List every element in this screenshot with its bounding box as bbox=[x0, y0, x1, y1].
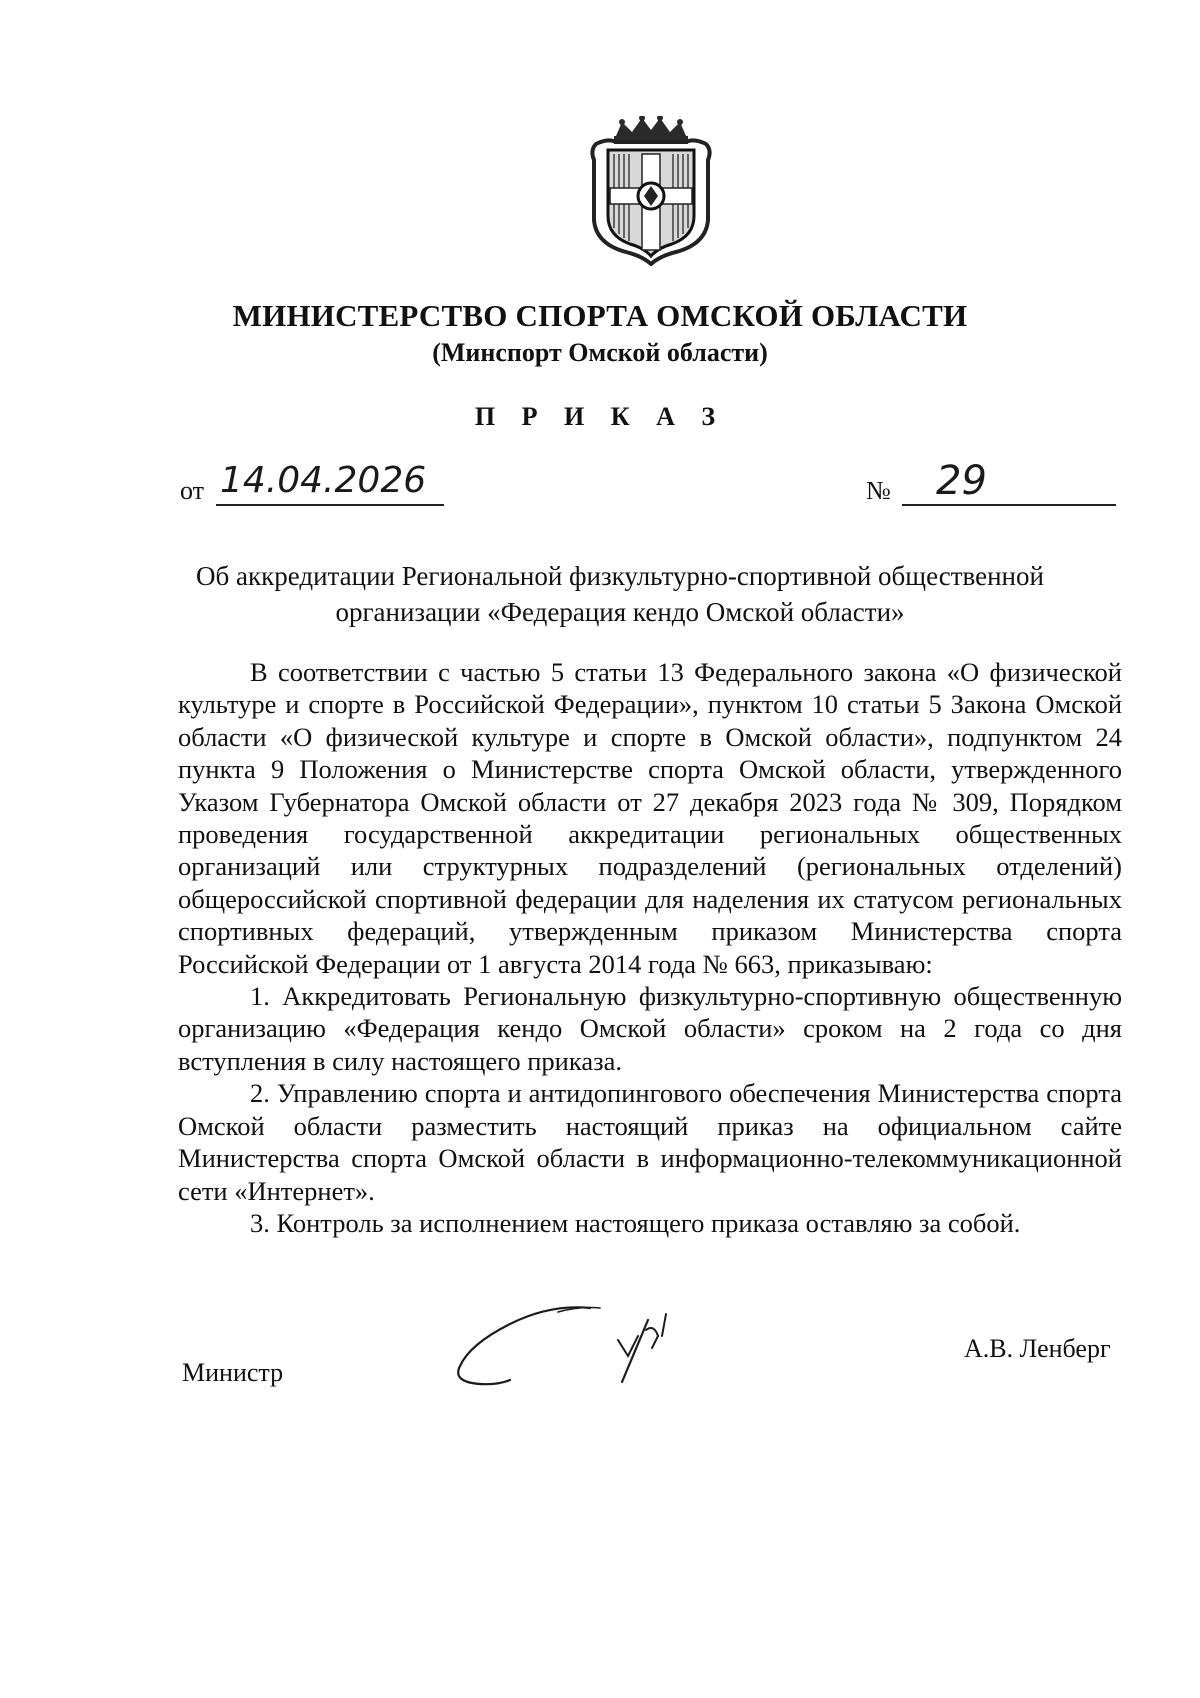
document-type: П Р И К А З bbox=[474, 402, 726, 431]
organization-title: МИНИСТЕРСТВО СПОРТА ОМСКОЙ ОБЛАСТИ bbox=[232, 298, 968, 333]
number-underline bbox=[902, 504, 1116, 506]
order-item-3: 3. Контроль за исполнением настоящего приказа оставляю за собой. bbox=[250, 1207, 1021, 1238]
date-underline bbox=[216, 504, 444, 506]
date-value: 14.04.2026 bbox=[220, 460, 427, 501]
signer-title: Министр bbox=[182, 1358, 284, 1387]
body-preamble: В соответствии с частью 5 статьи 13 Федерального закона «О физической культуре и спорте в Российской Федерации», пунктом 10 статьи 5 Закона Омской области «О физической культуре и спорте в Омской области», подпунктом 24 пункта 9 Положения о Министерстве спорта Омской области, утвержденного Указом Губернатора Омской области от 27 декабря 2023 года № 309, Порядком проведения государственной аккредитации региональных общественных организаций или структурных подразделений (региональных отделений) общероссийской спортивной федерации для наделения их статусом региональных спортивных федераций, утвержденным приказом Министерства спорта Российской Федерации от 1 августа 2014 года № 663, приказываю: bbox=[178, 657, 1122, 979]
signer-name: А.В. Ленберг bbox=[964, 1334, 1111, 1363]
document-body bbox=[178, 656, 1122, 1239]
number-value: 29 bbox=[936, 458, 987, 504]
order-item-2: 2. Управлению спорта и антидопингового обеспечения Министерства спорта Омской области разместить настоящий приказ на официальном сайте Министерства спорта Омской области в информационно-телекоммуникационной сети «Интернет». bbox=[178, 1078, 1122, 1206]
handwritten-signature-icon bbox=[440, 1296, 720, 1406]
organization-short-name: (Минспорт Омской области) bbox=[432, 338, 768, 367]
number-prefix: № bbox=[866, 476, 891, 505]
document-subject: Об аккредитации Региональной физкультурно-спортивной общественной организации «Федерация кендо Омской области» bbox=[196, 561, 1044, 627]
date-prefix: от bbox=[180, 476, 205, 505]
omsk-region-coat-of-arms-icon bbox=[586, 116, 716, 266]
order-item-1: 1. Аккредитовать Региональную физкультурно-спортивную общественную организацию «Федерация кендо Омской области» сроком на 2 года со дня вступления в силу настоящего приказа. bbox=[178, 981, 1122, 1076]
